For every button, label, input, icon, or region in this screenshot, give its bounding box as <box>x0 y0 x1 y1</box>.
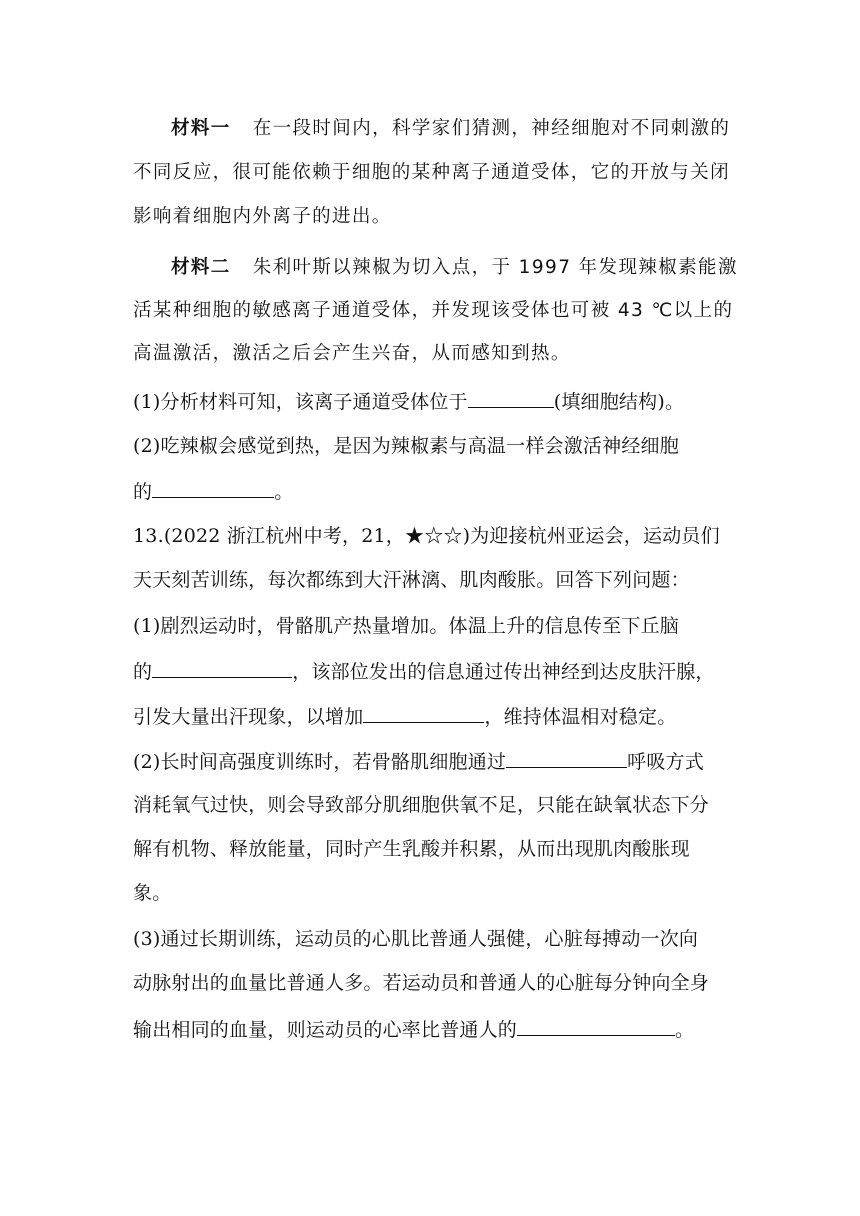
q13-part1-blank-1[interactable] <box>152 657 292 678</box>
q13-part2-line3: 解有机物、释放能量，同时产生乳酸并积累，从而出现肌肉酸胀现 <box>133 838 690 860</box>
q13-part3-blank[interactable] <box>517 1015 675 1036</box>
q13-part3-line3 <box>133 1015 733 1043</box>
q13-part3-line2: 动脉射出的血量比普通人多。若运动员和普通人的心脏每分钟向全身 <box>133 972 710 994</box>
q12-part2-line2 <box>133 477 733 505</box>
q12-part2-text-after: 。 <box>274 481 294 503</box>
q13-part2-text-after: 呼吸方式 <box>627 751 704 773</box>
material2-line2: 活某种细胞的敏感离子通道受体，并发现该受体也可被 43 ℃以上的 <box>133 300 734 321</box>
q13-part2-line4: 象。 <box>133 882 172 904</box>
q12-part2-blank[interactable] <box>152 477 274 498</box>
material1-line2: 不同反应，很可能依赖于细胞的某种离子通道受体，它的开放与关闭 <box>133 162 731 183</box>
q13-part3-text: 输出相同的血量，则运动员的心率比普通人的 <box>133 1019 518 1041</box>
q12-part1-text: (1)分析材料可知，该离子通道受体位于 <box>133 391 468 413</box>
material1-line3: 影响着细胞内外离子的进出。 <box>133 206 392 227</box>
q13-part2-text: (2)长时间高强度训练时，若骨骼肌细胞通过 <box>133 751 507 773</box>
material2-text-1: 朱利叶斯以辣椒为切入点，于 1997 年发现辣椒素能激 <box>252 257 738 278</box>
material1-label: 材料一 <box>171 118 231 139</box>
q12-part2-text: 的 <box>133 481 153 503</box>
q13-part1-line2 <box>133 657 733 685</box>
q12-part2-line1: (2)吃辣椒会感觉到热，是因为辣椒素与高温一样会激活神经细胞 <box>133 435 679 457</box>
q13-part3-line1: (3)通过长期训练，运动员的心肌比普通人强健，心脏每搏动一次向 <box>133 928 699 950</box>
q13-part1-line3-text-after: ，维持体温相对稳定。 <box>484 706 677 728</box>
q12-part1-text-after: (填细胞结构)。 <box>553 391 685 413</box>
q13-part1-text: 的 <box>133 661 153 683</box>
material1-text-1: 在一段时间内，科学家们猜测，神经细胞对不同刺激的 <box>252 118 731 139</box>
q13-part1-line1: (1)剧烈运动时，骨骼肌产热量增加。体温上升的信息传至下丘脑 <box>133 615 679 637</box>
q13-part2-blank[interactable] <box>506 747 627 768</box>
material1-line1 <box>133 116 771 142</box>
q12-part1 <box>133 387 733 415</box>
material2-line1 <box>133 255 771 281</box>
q12-part1-blank[interactable] <box>468 387 554 408</box>
q13-stem-line1: 13.(2022 浙江杭州中考，21，★☆☆)为迎接杭州亚运会，运动员们 <box>133 525 720 547</box>
material2-line3: 高温激活，激活之后会产生兴奋，从而感知到热。 <box>133 343 571 364</box>
q13-part1-line3 <box>133 702 733 730</box>
q13-stem-line2: 天天刻苦训练，每次都练到大汗淋漓、肌肉酸胀。回答下列问题： <box>133 569 690 591</box>
q13-part2-line2: 消耗氧气过快，则会导致部分肌细胞供氧不足，只能在缺氧状态下分 <box>133 794 710 816</box>
q13-part1-text-after: ，该部位发出的信息通过传出神经到达皮肤汗腺， <box>292 661 715 683</box>
q13-part2-line1 <box>133 747 733 775</box>
q13-part1-line3-text: 引发大量出汗现象，以增加 <box>133 706 364 728</box>
q13-part1-blank-2[interactable] <box>363 702 484 723</box>
material2-label: 材料二 <box>171 257 231 278</box>
q13-part3-text-after: 。 <box>675 1019 695 1041</box>
